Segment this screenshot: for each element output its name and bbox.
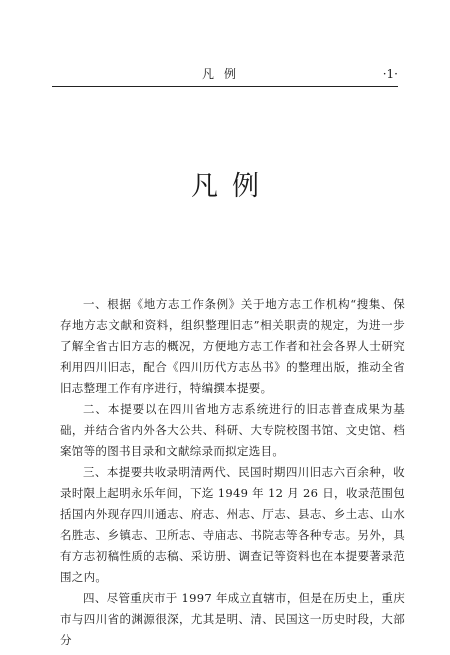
paragraph-4: 四、尽管重庆市于 1997 年成立直辖市，但是在历史上，重庆市与四川省的渊源很深，尤其是明、清、民国这一历史时段，大部分: [60, 591, 405, 647]
paragraph-1: 一、根据《地方志工作条例》关于地方志工作机构“搜集、保存地方志文献和资料，组织整理旧志”相关职责的规定，为进一步了解全省古旧方志的概况，方便地方志工作者和社会各界人士研究利用四川旧志，配合《四川历代方志丛书》的整理出版，推动全省旧志整理工作有序进行，特编撰本提要。: [60, 297, 405, 395]
running-header: [52, 66, 398, 84]
header-rule: [52, 86, 398, 87]
body-text: [60, 294, 405, 651]
running-title: 凡例: [202, 67, 247, 81]
paragraph-3: 三、本提要共收录明清两代、民国时期四川旧志六百余种，收录时限上起明永乐年间，下迄 1949 年 12 月 26 日，收录范围包括国内外现存四川通志、府志、州志、厅志、县志、乡土志、山水名胜志、乡镇志、卫所志、寺庙志、书院志等各种专志。另外，具有方志初稿性质的志稿、采访册、调查记等资料也在本提要著录范围之内。: [60, 465, 405, 584]
chapter-title: 凡例: [191, 171, 273, 202]
paragraph-2: 二、本提要以在四川省地方志系统进行的旧志普查成果为基础，并结合省内外各大公共、科研、大专院校图书馆、文史馆、档案馆等的图书目录和文献综录而拟定选目。: [60, 402, 405, 458]
page-number: ·1·: [382, 67, 398, 81]
